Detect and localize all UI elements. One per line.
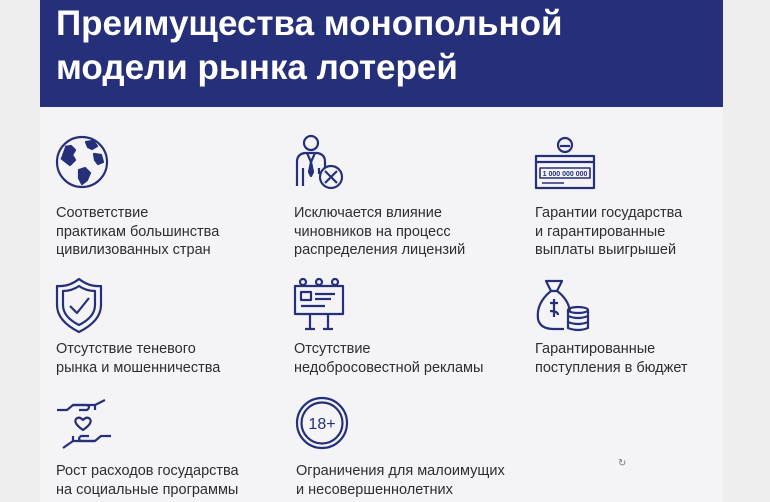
advantage-text: Исключается влияние чиновников на процесс распределения лицензий bbox=[294, 205, 466, 258]
shield-check-icon bbox=[55, 277, 113, 335]
advantage-text: Рост расходов государства на социальные программы bbox=[56, 463, 239, 498]
advantage-text: Ограничения для малоимущих и несовершеннолетних bbox=[296, 463, 505, 498]
billboard-icon bbox=[293, 277, 351, 335]
official-crossed-icon bbox=[293, 134, 351, 192]
advantage-text: Соответствие практикам большинства цивилизованных стран bbox=[56, 205, 220, 258]
title-line-2: модели рынка лотерей bbox=[56, 48, 458, 87]
title-line-1: Преимущества монопольной bbox=[56, 4, 563, 43]
advantage-text: Отсутствие недобросовестной рекламы bbox=[294, 341, 484, 376]
loading-spinner-icon: ↻ bbox=[618, 458, 627, 469]
advantage-text: Гарантированные поступления в бюджет bbox=[535, 341, 688, 376]
hands-heart-icon bbox=[55, 396, 113, 454]
money-bag-coins-icon bbox=[534, 277, 592, 335]
advantage-text: Гарантии государства и гарантированные выплаты выигрышей bbox=[535, 205, 683, 258]
globe-icon bbox=[55, 134, 113, 192]
header-banner bbox=[40, 0, 723, 107]
page-title bbox=[56, 2, 563, 90]
age-18-icon bbox=[295, 396, 353, 454]
advantage-text: Отсутствие теневого рынка и мошенничества bbox=[56, 341, 221, 376]
svg-text:18+: 18+ bbox=[308, 416, 336, 433]
svg-text:1 000 000 000: 1 000 000 000 bbox=[542, 171, 588, 178]
check-payout-icon bbox=[534, 134, 596, 192]
infographic-card bbox=[40, 0, 723, 502]
